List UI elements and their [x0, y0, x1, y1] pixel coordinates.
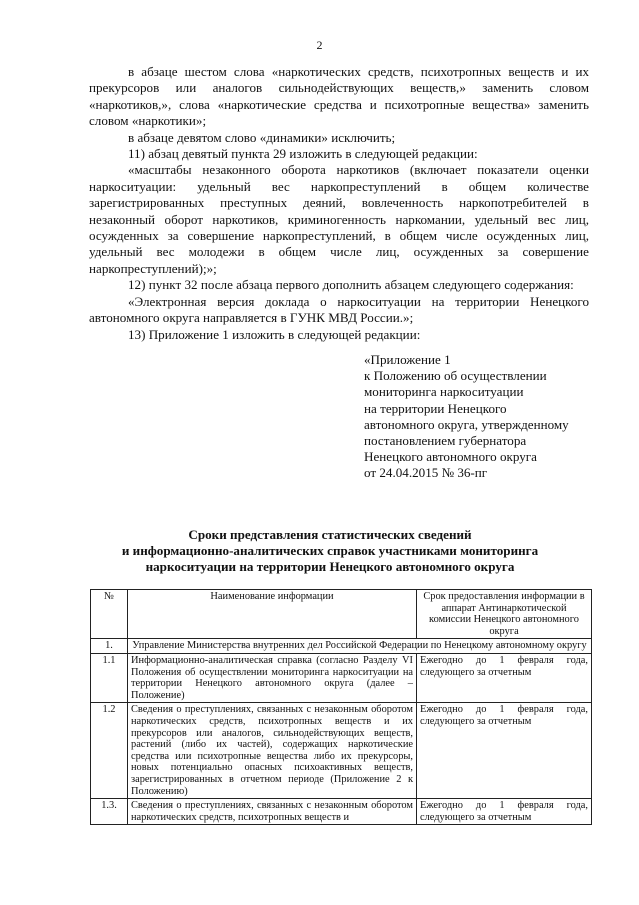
appendix-caption: [364, 352, 604, 482]
appendix-line: «Приложение 1: [364, 352, 451, 367]
table-row: [91, 703, 592, 799]
table-row: [91, 799, 592, 825]
paragraph: «масштабы незаконного оборота наркотиков (включает показатели оценки наркоситуации: удельный вес наркопреступлений в общем количестве зарегистрированных преступных деяний, вовлеченность наркопотребителей в незаконный оборот наркотиков, криминогенность наркомании, удельный вес лиц, осужденных за совершение наркопреступлений, в общем числе осужденных лиц, удельный вес молодежи в общем числе лиц, осужденных за совершение наркопреступлений);»;: [89, 162, 589, 276]
table-section-row: [91, 639, 592, 654]
deadlines-table: [90, 589, 592, 825]
header-deadline: Срок предоставления информации в аппарат Антинаркотической комиссии Ненецкого автономного округа: [417, 590, 592, 639]
appendix-line: мониторинга наркоситуации: [364, 384, 524, 400]
heading-line: Сроки представления статистических сведений: [188, 527, 472, 542]
row-deadline: Ежегодно до 1 февраля года, следующего за отчетным: [417, 653, 592, 702]
paragraph: в абзаце девятом слово «динамики» исключить;: [128, 129, 396, 145]
row-deadline: Ежегодно до 1 февраля года, следующего за отчетным: [417, 703, 592, 799]
paragraph: 11) абзац девятый пункта 29 изложить в следующей редакции:: [128, 146, 478, 162]
paragraph: 13) Приложение 1 изложить в следующей редакции:: [128, 326, 421, 342]
row-number: 1.3.: [91, 799, 128, 825]
table-heading: [60, 527, 600, 575]
header-number: №: [91, 590, 128, 639]
appendix-line: Ненецкого автономного округа: [364, 449, 537, 465]
paragraph: в абзаце шестом слова «наркотических средств, психотропных веществ и их прекурсоров или аналогов сильнодействующих веществ,» заменить словом «наркотиков,», слова «наркотические средства и психотропные вещества» заменить словом «наркотики»;: [89, 64, 589, 129]
amendment-text: [89, 64, 589, 343]
row-name: Сведения о преступлениях, связанных с незаконным оборотом наркотических средств, психотропных веществ и: [128, 799, 417, 825]
header-name: Наименование информации: [128, 590, 417, 639]
row-number: 1.2: [91, 703, 128, 799]
section-number: 1.: [91, 639, 128, 654]
section-title: Управление Министерства внутренних дел Российской Федерации по Ненецкому автономному округу: [128, 639, 592, 654]
row-deadline: Ежегодно до 1 февраля года, следующего за отчетным: [417, 799, 592, 825]
heading-line: и информационно-аналитических справок участниками мониторинга: [121, 543, 539, 558]
appendix-line: на территории Ненецкого: [364, 400, 507, 416]
appendix-line: от 24.04.2015 № 36-пг: [364, 465, 488, 481]
row-name: Сведения о преступлениях, связанных с незаконным оборотом наркотических средств, психотропных веществ и их прекурсоров или аналогов, сильнодействующих веществ, растений (либо их частей), содержащих наркотические средства или психотропные вещества либо их прекурсоры, новых потенциально опасных психоактивных веществ, зарегистрированных в отчетном периоде (Приложение 2 к Положению): [128, 703, 417, 799]
table-row: [91, 653, 592, 702]
appendix-line: автономного округа, утвержденному: [364, 416, 569, 432]
appendix-line: к Положению об осуществлении: [364, 368, 547, 384]
page-number: 2: [316, 38, 323, 52]
paragraph: «Электронная версия доклада о наркоситуации на территории Ненецкого автономного округа направляется в ГУНК МВД России.»;: [89, 293, 589, 326]
table-header-row: [91, 590, 592, 639]
paragraph: 12) пункт 32 после абзаца первого дополнить абзацем следующего содержания:: [128, 277, 574, 293]
row-name: Информационно-аналитическая справка (согласно Разделу VI Положения об осуществлении мониторинга наркоситуации на территории Ненецкого автономного округа (далее – Положение): [128, 653, 417, 702]
row-number: 1.1: [91, 653, 128, 702]
appendix-line: постановлением губернатора: [364, 433, 527, 449]
heading-line: наркоситуации на территории Ненецкого автономного округа: [145, 559, 515, 574]
